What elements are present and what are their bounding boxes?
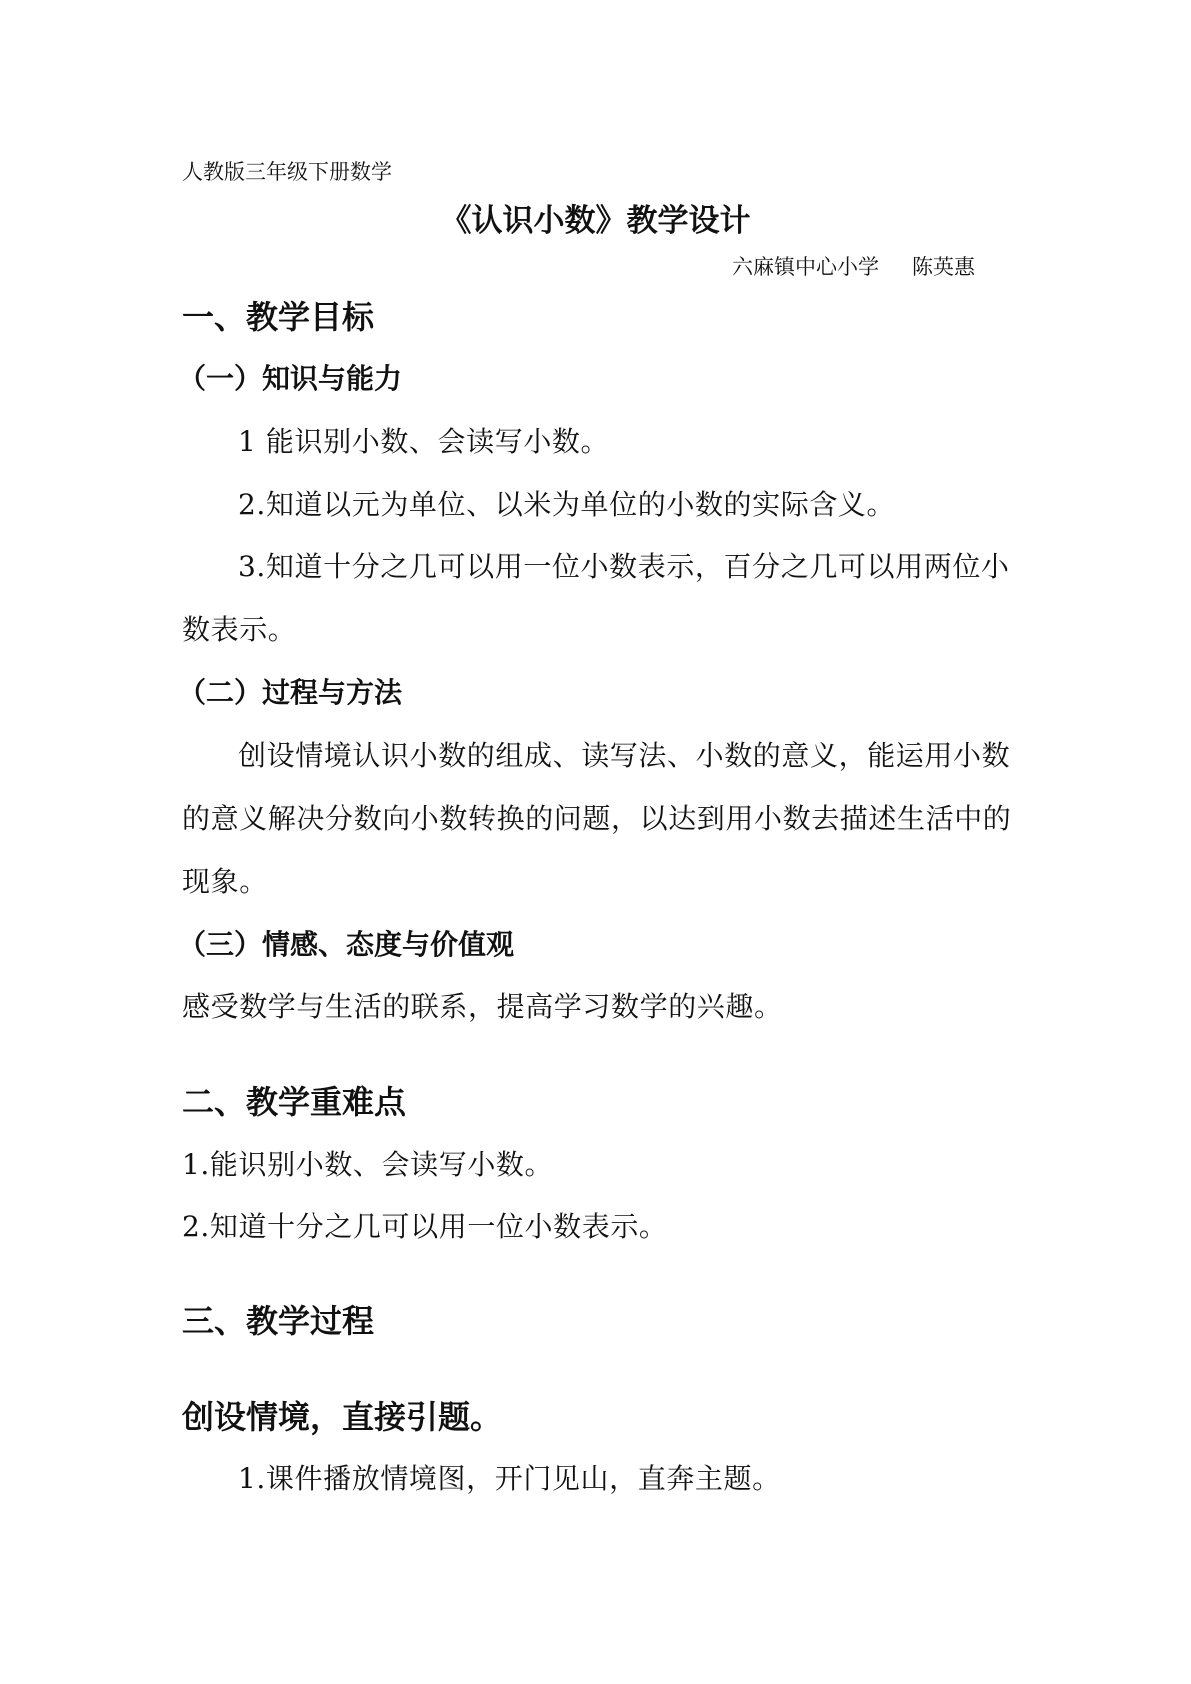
paragraph-line: 数表示。 xyxy=(182,613,297,646)
paragraph-line: 的意义解决分数向小数转换的问题，以达到用小数去描述生活中的 xyxy=(182,802,1012,835)
section-heading-teaching-process: 三、教学过程 xyxy=(182,1302,375,1340)
section-heading-key-points: 二、教学重难点 xyxy=(182,1083,407,1121)
paragraph-line: 3.知道十分之几可以用一位小数表示，百分之几可以用两位小 xyxy=(238,550,1010,583)
paragraph-line: 1.能识别小数、会读写小数。 xyxy=(182,1148,554,1181)
document-header: 人教版三年级下册数学 xyxy=(182,160,392,184)
paragraph-line: 1.课件播放情境图，开门见山，直奔主题。 xyxy=(238,1462,781,1495)
paragraph-line: 感受数学与生活的联系，提高学习数学的兴趣。 xyxy=(182,990,783,1023)
paragraph-line: 2.知道以元为单位、以米为单位的小数的实际含义。 xyxy=(238,488,896,521)
author-name: 陈英惠 xyxy=(912,255,975,279)
document-title: 《认识小数》教学设计 xyxy=(440,203,751,239)
paragraph-line: 现象。 xyxy=(182,865,268,898)
paragraph-line: 2.知道十分之几可以用一位小数表示。 xyxy=(182,1210,668,1243)
section-heading-objectives: 一、教学目标 xyxy=(182,298,375,336)
paragraph-line: 创设情境认识小数的组成、读写法、小数的意义，能运用小数 xyxy=(238,739,1011,772)
subsection-heading-process: （二）过程与方法 xyxy=(178,676,403,709)
subsection-heading-attitude: （三）情感、态度与价值观 xyxy=(178,928,515,961)
paragraph-line: 1 能识别小数、会读写小数。 xyxy=(238,425,610,458)
subsection-heading-knowledge: （一）知识与能力 xyxy=(178,362,403,395)
subsection-heading-scenario: 创设情境，直接引题。 xyxy=(182,1398,503,1436)
author-school: 六麻镇中心小学 xyxy=(732,255,879,279)
